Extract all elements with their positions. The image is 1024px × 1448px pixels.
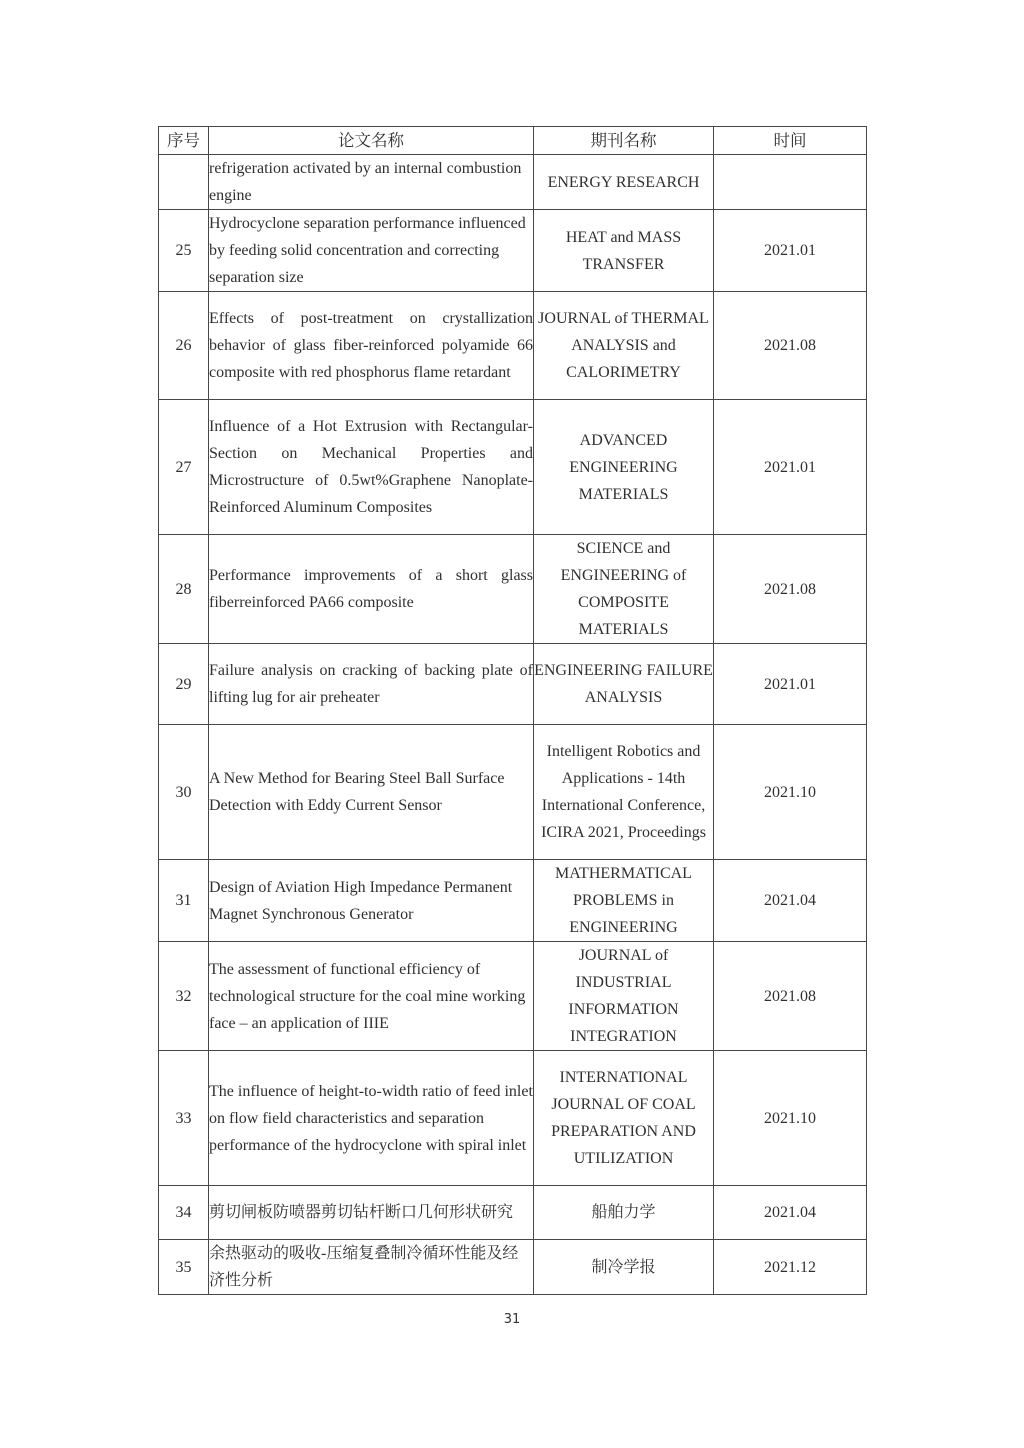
table-row (159, 644, 867, 725)
row-no: 29 (159, 644, 209, 725)
row-journal: JOURNAL of INDUSTRIAL INFORMATION INTEGRATION (534, 942, 714, 1051)
row-journal: JOURNAL of THERMAL ANALYSIS and CALORIMETRY (534, 292, 714, 400)
row-no: 35 (159, 1240, 209, 1295)
papers-table-container (158, 126, 866, 1295)
table-row (159, 1186, 867, 1240)
row-date: 2021.08 (714, 942, 867, 1051)
row-date: 2021.04 (714, 1186, 867, 1240)
row-title: 剪切闸板防喷器剪切钻杆断口几何形状研究 (209, 1186, 534, 1240)
table-row (159, 1240, 867, 1295)
row-no: 26 (159, 292, 209, 400)
row-title: Failure analysis on cracking of backing plate of lifting lug for air preheater (209, 644, 534, 725)
row-no (159, 155, 209, 210)
table-row (159, 292, 867, 400)
row-journal: ADVANCED ENGINEERING MATERIALS (534, 400, 714, 535)
row-title: Performance improvements of a short glass fiberreinforced PA66 composite (209, 535, 534, 644)
row-date: 2021.10 (714, 1051, 867, 1186)
row-title: 余热驱动的吸收-压缩复叠制冷循环性能及经济性分析 (209, 1240, 534, 1295)
row-no: 25 (159, 210, 209, 292)
row-no: 27 (159, 400, 209, 535)
row-date: 2021.12 (714, 1240, 867, 1295)
table-row (159, 860, 867, 942)
row-date: 2021.10 (714, 725, 867, 860)
row-title: refrigeration activated by an internal combustion engine (209, 155, 534, 210)
papers-table (158, 126, 867, 1295)
row-journal: ENGINEERING FAILURE ANALYSIS (534, 644, 714, 725)
row-date: 2021.01 (714, 644, 867, 725)
table-row (159, 210, 867, 292)
table-row (159, 535, 867, 644)
row-title: Influence of a Hot Extrusion with Rectangular-Section on Mechanical Properties and Microstructure of 0.5wt%Graphene Nanoplate-Reinforced Aluminum Composites (209, 400, 534, 535)
row-date: 2021.01 (714, 400, 867, 535)
table-row (159, 942, 867, 1051)
row-date: 2021.01 (714, 210, 867, 292)
row-journal: 船舶力学 (534, 1186, 714, 1240)
row-journal: ENERGY RESEARCH (534, 155, 714, 210)
table-row (159, 725, 867, 860)
row-title: Design of Aviation High Impedance Permanent Magnet Synchronous Generator (209, 860, 534, 942)
row-title: Effects of post-treatment on crystallization behavior of glass fiber-reinforced polyamide 66 composite with red phosphorus flame retardant (209, 292, 534, 400)
table-row (159, 1051, 867, 1186)
row-journal: 制冷学报 (534, 1240, 714, 1295)
header-no: 序号 (159, 127, 209, 155)
row-journal: INTERNATIONAL JOURNAL OF COAL PREPARATION AND UTILIZATION (534, 1051, 714, 1186)
page-number: 31 (503, 1312, 521, 1327)
row-no: 34 (159, 1186, 209, 1240)
row-no: 33 (159, 1051, 209, 1186)
header-journal: 期刊名称 (534, 127, 714, 155)
table-row (159, 400, 867, 535)
header-date: 时间 (714, 127, 867, 155)
row-journal: Intelligent Robotics and Applications - 14th International Conference, ICIRA 2021, Proceedings (534, 725, 714, 860)
row-journal: HEAT and MASS TRANSFER (534, 210, 714, 292)
header-title: 论文名称 (209, 127, 534, 155)
row-date (714, 155, 867, 210)
row-journal: SCIENCE and ENGINEERING of COMPOSITE MATERIALS (534, 535, 714, 644)
row-date: 2021.08 (714, 292, 867, 400)
row-title: The assessment of functional efficiency of technological structure for the coal mine working face – an application of IIIE (209, 942, 534, 1051)
row-journal: MATHERMATICAL PROBLEMS in ENGINEERING (534, 860, 714, 942)
row-date: 2021.04 (714, 860, 867, 942)
row-title: The influence of height-to-width ratio of feed inlet on flow field characteristics and separation performance of the hydrocyclone with spiral inlet (209, 1051, 534, 1186)
row-no: 31 (159, 860, 209, 942)
row-date: 2021.08 (714, 535, 867, 644)
row-no: 30 (159, 725, 209, 860)
table-row (159, 155, 867, 210)
row-no: 32 (159, 942, 209, 1051)
row-no: 28 (159, 535, 209, 644)
row-title: A New Method for Bearing Steel Ball Surface Detection with Eddy Current Sensor (209, 725, 534, 860)
row-title: Hydrocyclone separation performance influenced by feeding solid concentration and correcting separation size (209, 210, 534, 292)
table-header-row (159, 127, 867, 155)
